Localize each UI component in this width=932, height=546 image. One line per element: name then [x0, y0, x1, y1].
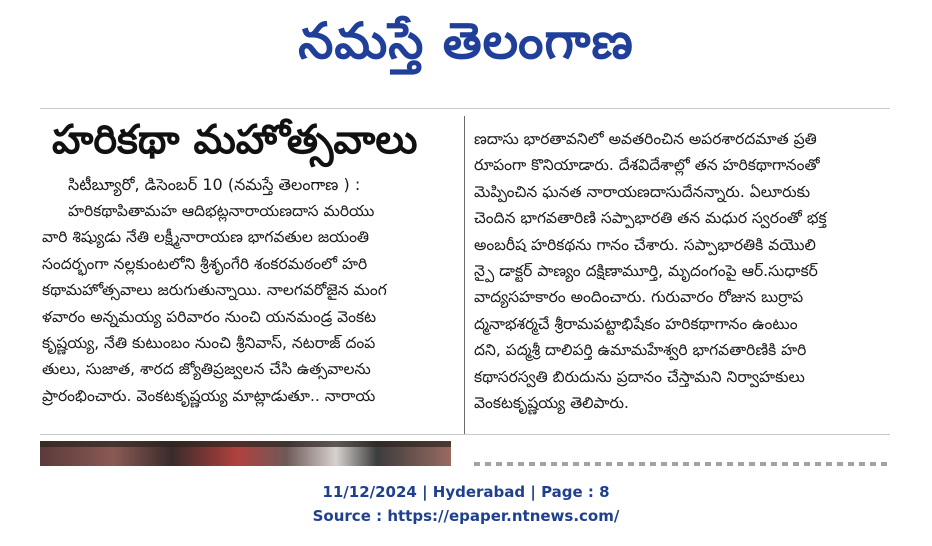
text-line: కృష్ణయ్య, నేతి కుటుంబం నుంచి శ్రీనివాస్, నటరాజ్ దంప — [42, 334, 376, 353]
text-line: ప్రారంభించారు. వెంకటకృష్ణయ్య మాట్లాడుతూ.. నారాయ — [42, 386, 376, 405]
text-line: సందర్భంగా నల్లకుంటలోని శ్రీశృంగేరి శంకరమఠంలో హరి — [42, 254, 368, 273]
text-line: వెంకటకృష్ణయ్య తెలిపారు. — [474, 394, 629, 413]
footer-source: Source : https://epaper.ntnews.com/ — [312, 507, 620, 525]
column-divider — [464, 116, 465, 434]
text-line: రూపంగా కొనియాడారు. దేశవిదేశాల్లో తన హరికథాగానంతో — [474, 156, 820, 175]
text-line: అంబరీష హరికథను గానం చేశారు. సప్పాభారతికి వయొలి — [474, 235, 816, 254]
right-column-text — [474, 126, 890, 416]
text-line: వారి శిష్యుడు నేతి లక్ష్మీనారాయణ భాగవతుల జయంతి — [42, 228, 370, 247]
top-rule — [40, 108, 890, 109]
article-photo — [40, 441, 451, 466]
text-line: కథామహోత్సవాలు జరుగుతున్నాయి. నాలగవరోజైన మంగ — [42, 281, 387, 300]
left-column — [40, 114, 458, 409]
text-line: ళవారం అన్నమయ్య పరివారం నుంచి యనమండ్ర వెంకట — [42, 307, 377, 326]
left-column-text — [40, 198, 458, 409]
masthead-logo: నమస్తే తెలంగాణ — [298, 12, 634, 70]
text-line: చెందిన భాగవతారిణి సప్పాభారతి తన మధుర స్వరంతో భక్త — [474, 209, 827, 228]
text-line: న్పై డాక్టర్ పాణ్యం దక్షిణామూర్తి, మృదంగంపై ఆర్.సుధాకర్ — [474, 262, 818, 281]
right-column — [474, 126, 890, 416]
text-line: కథాసరస్వతి బిరుదును ప్రదానం చేస్తామని నిర్వాహకులు — [474, 367, 805, 386]
article-dateline: సిటీబ్యూరో, డిసెంబర్ 10 (నమస్తే తెలంగాణ ) : — [68, 175, 361, 194]
text-line: దని, పద్మశ్రీ దాలిపర్తి ఉమామహేశ్వరి భాగవతారిణికి హరి — [474, 341, 807, 360]
text-line: హరికథాపితామహ ఆదిభట్లనారాయణదాస మరియు — [68, 202, 375, 220]
footer — [0, 480, 932, 528]
cut-off-text-line — [474, 462, 890, 466]
article-clipping — [40, 108, 890, 466]
text-line: మెప్పించిన ఘనత నారాయణదాసుదేనన్నారు. ఏలూరుకు — [474, 182, 811, 201]
text-line: తులు, సుజాత, శారద జ్యోతిప్రజ్వలన చేసి ఉత్సవాలను — [42, 360, 371, 379]
photo-top-band — [40, 441, 451, 447]
bottom-rule — [40, 434, 890, 435]
text-line: ణదాసు భారతావనిలో అవతరించిన అపరశారదమాత ప్రతి — [474, 130, 817, 148]
article-headline: హరికథా మహోత్సవాలు — [52, 117, 418, 163]
text-line: వాద్యసహకారం అందించారు. గురువారం రోజున బుర్రాప — [474, 288, 804, 307]
text-line: ద్మనాభశర్మచే శ్రీరామపట్టాభిషేకం హరికథాగానం ఉంటుం — [474, 314, 798, 333]
footer-date-edition: 11/12/2024 | Hyderabad | Page : 8 — [322, 483, 610, 501]
